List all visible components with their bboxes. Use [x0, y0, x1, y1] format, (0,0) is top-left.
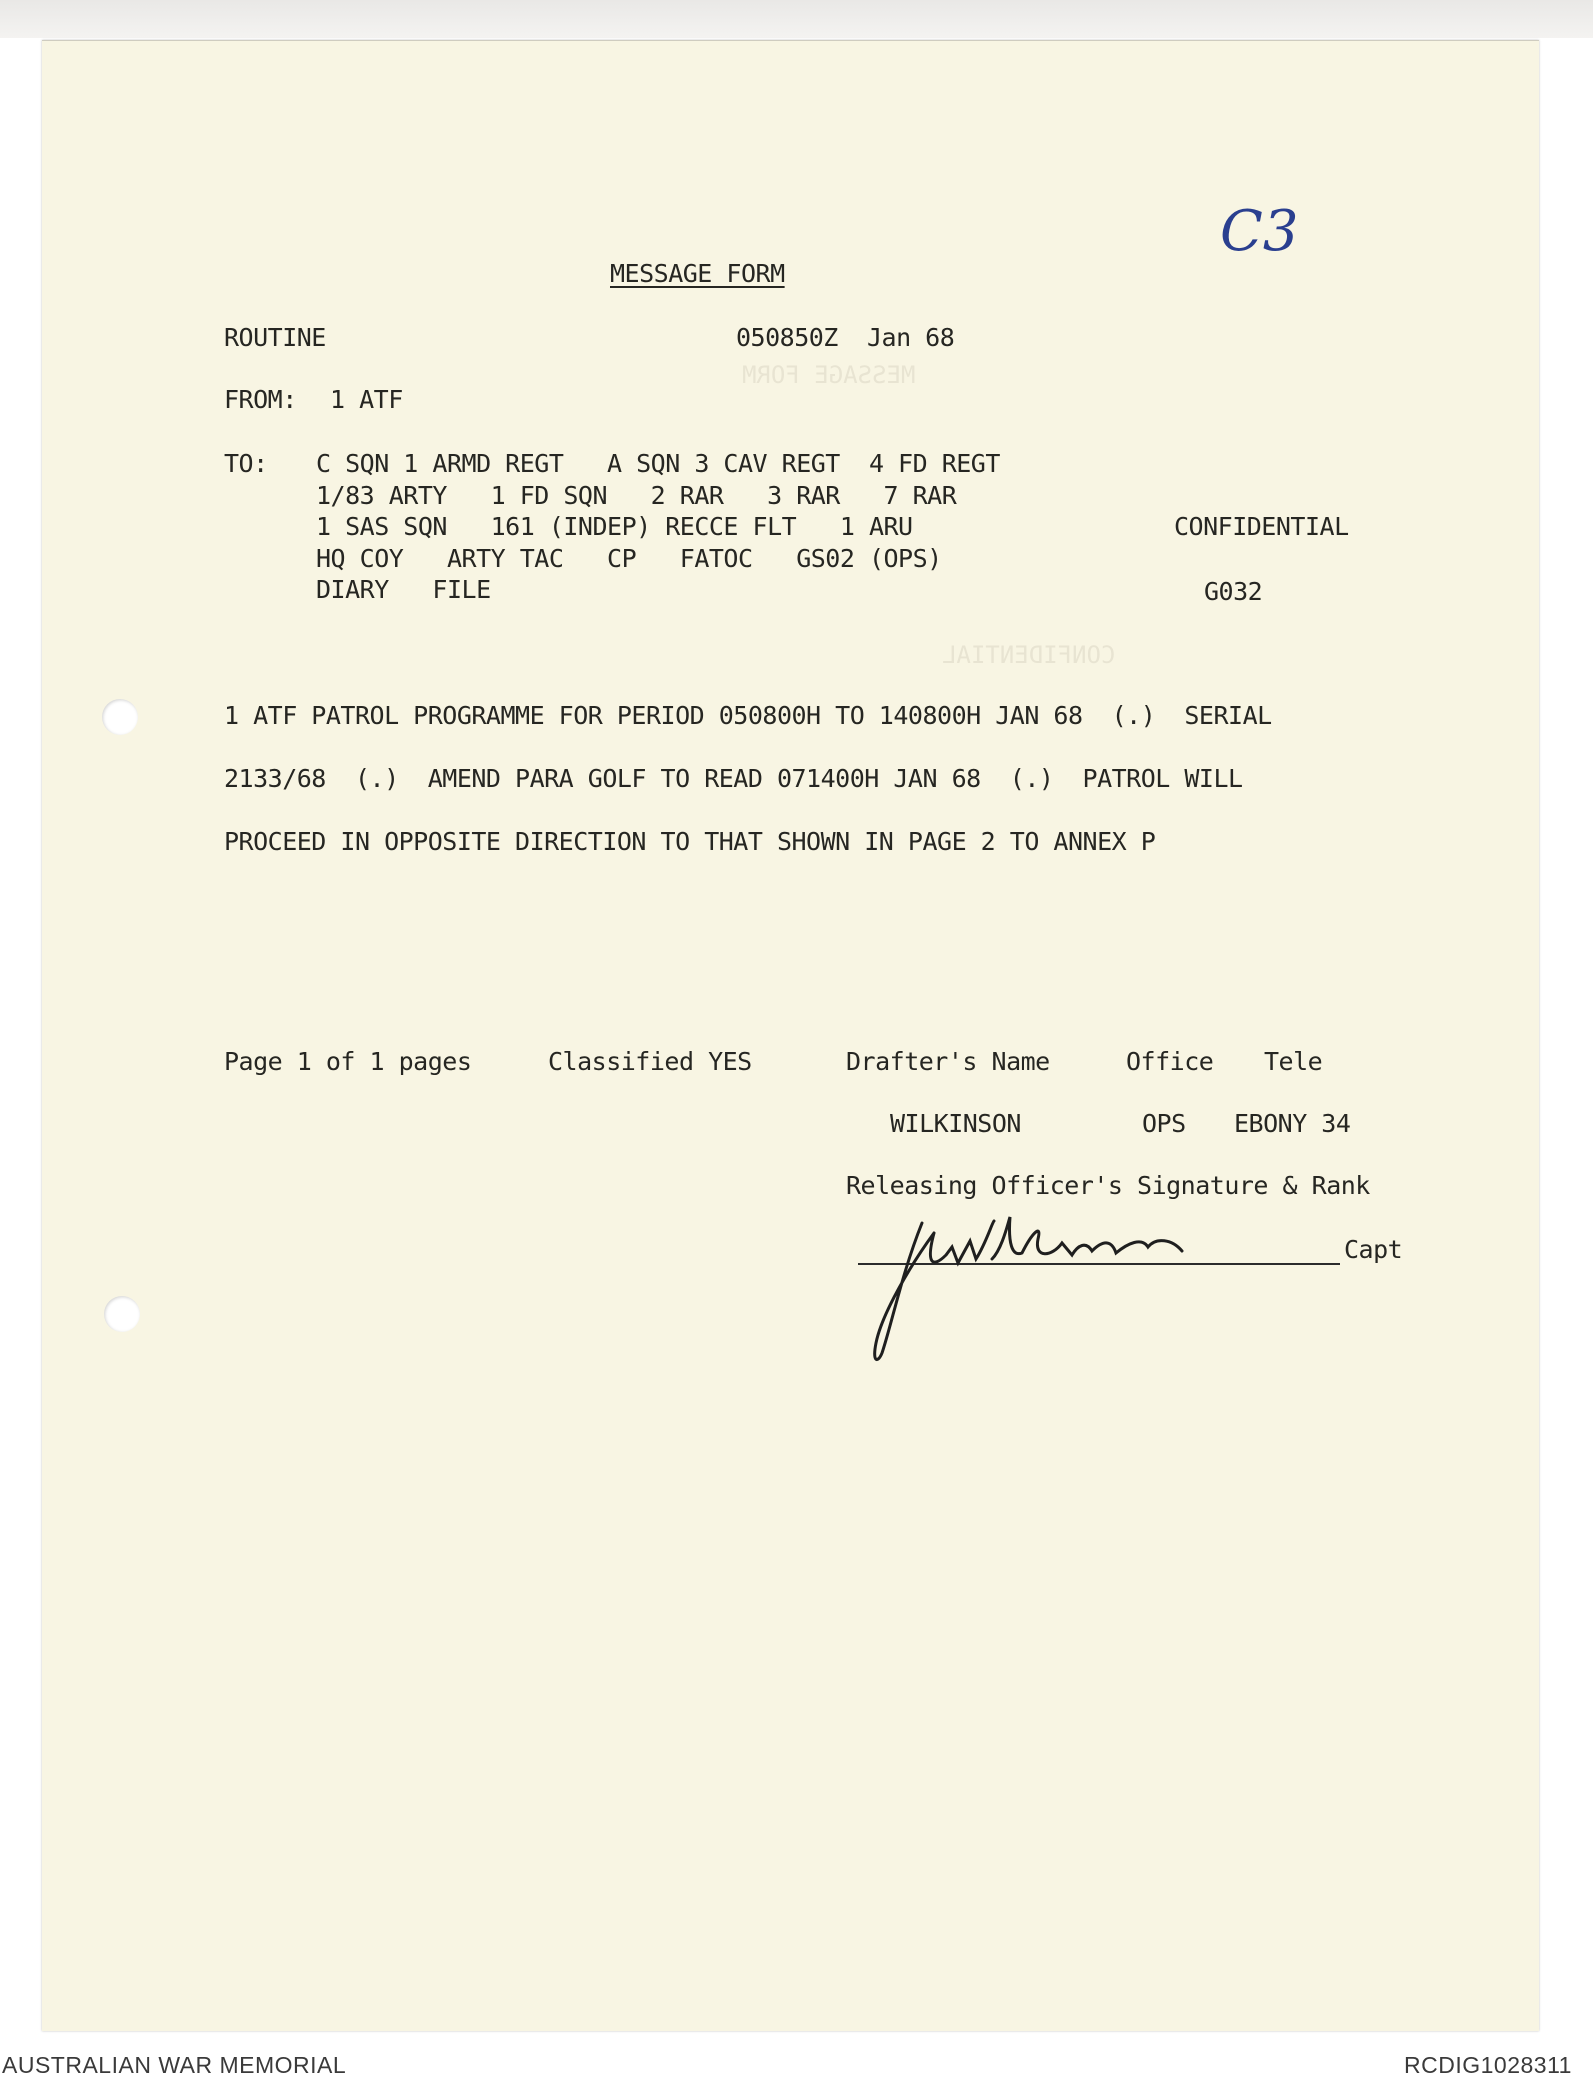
tele-value: EBONY 34	[1234, 1109, 1351, 1138]
bleed-through-text: MESSAGE FORM	[742, 361, 916, 389]
precedence: ROUTINE	[224, 323, 326, 352]
page-count: Page 1 of 1 pages	[224, 1047, 472, 1076]
from-value: 1 ATF	[330, 385, 403, 414]
addressee-line: C SQN 1 ARMD REGT A SQN 3 CAV REGT 4 FD REGT	[316, 449, 1000, 478]
punch-hole-bottom	[104, 1296, 140, 1332]
message-form-sheet	[42, 40, 1539, 2031]
addressee-line: 1 SAS SQN 161 (INDEP) RECCE FLT 1 ARU	[316, 512, 913, 541]
tele-header: Tele	[1264, 1047, 1323, 1076]
handwritten-signature	[842, 1193, 1282, 1373]
addressee-line: DIARY FILE	[316, 575, 491, 604]
message-body-line: 2133/68 (.) AMEND PARA GOLF TO READ 071400H JAN 68 (.) PATROL WILL	[224, 764, 1243, 793]
originator-reference: G032	[1204, 577, 1263, 606]
message-body-line: 1 ATF PATROL PROGRAMME FOR PERIOD 050800H TO 140800H JAN 68 (.) SERIAL	[224, 701, 1272, 730]
archive-footer-left: AUSTRALIAN WAR MEMORIAL	[2, 2052, 347, 2078]
date-time-group: 050850Z Jan 68	[736, 323, 955, 352]
office-value: OPS	[1142, 1109, 1186, 1138]
releasing-officer-label: Releasing Officer's Signature & Rank	[846, 1171, 1370, 1200]
form-title: MESSAGE FORM	[610, 259, 785, 288]
office-header: Office	[1126, 1047, 1214, 1076]
classified-indicator: Classified YES	[548, 1047, 752, 1076]
bleed-through-text: CONFIDENTIAL	[942, 641, 1116, 669]
archive-footer-right: RCDIG1028311	[1404, 2052, 1572, 2078]
rank: Capt	[1344, 1235, 1403, 1264]
addressee-line: 1/83 ARTY 1 FD SQN 2 RAR 3 RAR 7 RAR	[316, 481, 957, 510]
from-label: FROM:	[224, 385, 297, 414]
addressee-line: HQ COY ARTY TAC CP FATOC GS02 (OPS)	[316, 544, 942, 573]
drafter-name: WILKINSON	[890, 1109, 1021, 1138]
message-body-line: PROCEED IN OPPOSITE DIRECTION TO THAT SHOWN IN PAGE 2 TO ANNEX P	[224, 827, 1156, 856]
handwritten-reference: C3	[1220, 199, 1299, 264]
scan-background-edge	[0, 0, 1593, 38]
drafter-name-header: Drafter's Name	[846, 1047, 1050, 1076]
to-label: TO:	[224, 449, 268, 478]
classification: CONFIDENTIAL	[1174, 512, 1349, 541]
punch-hole-top	[102, 699, 138, 735]
